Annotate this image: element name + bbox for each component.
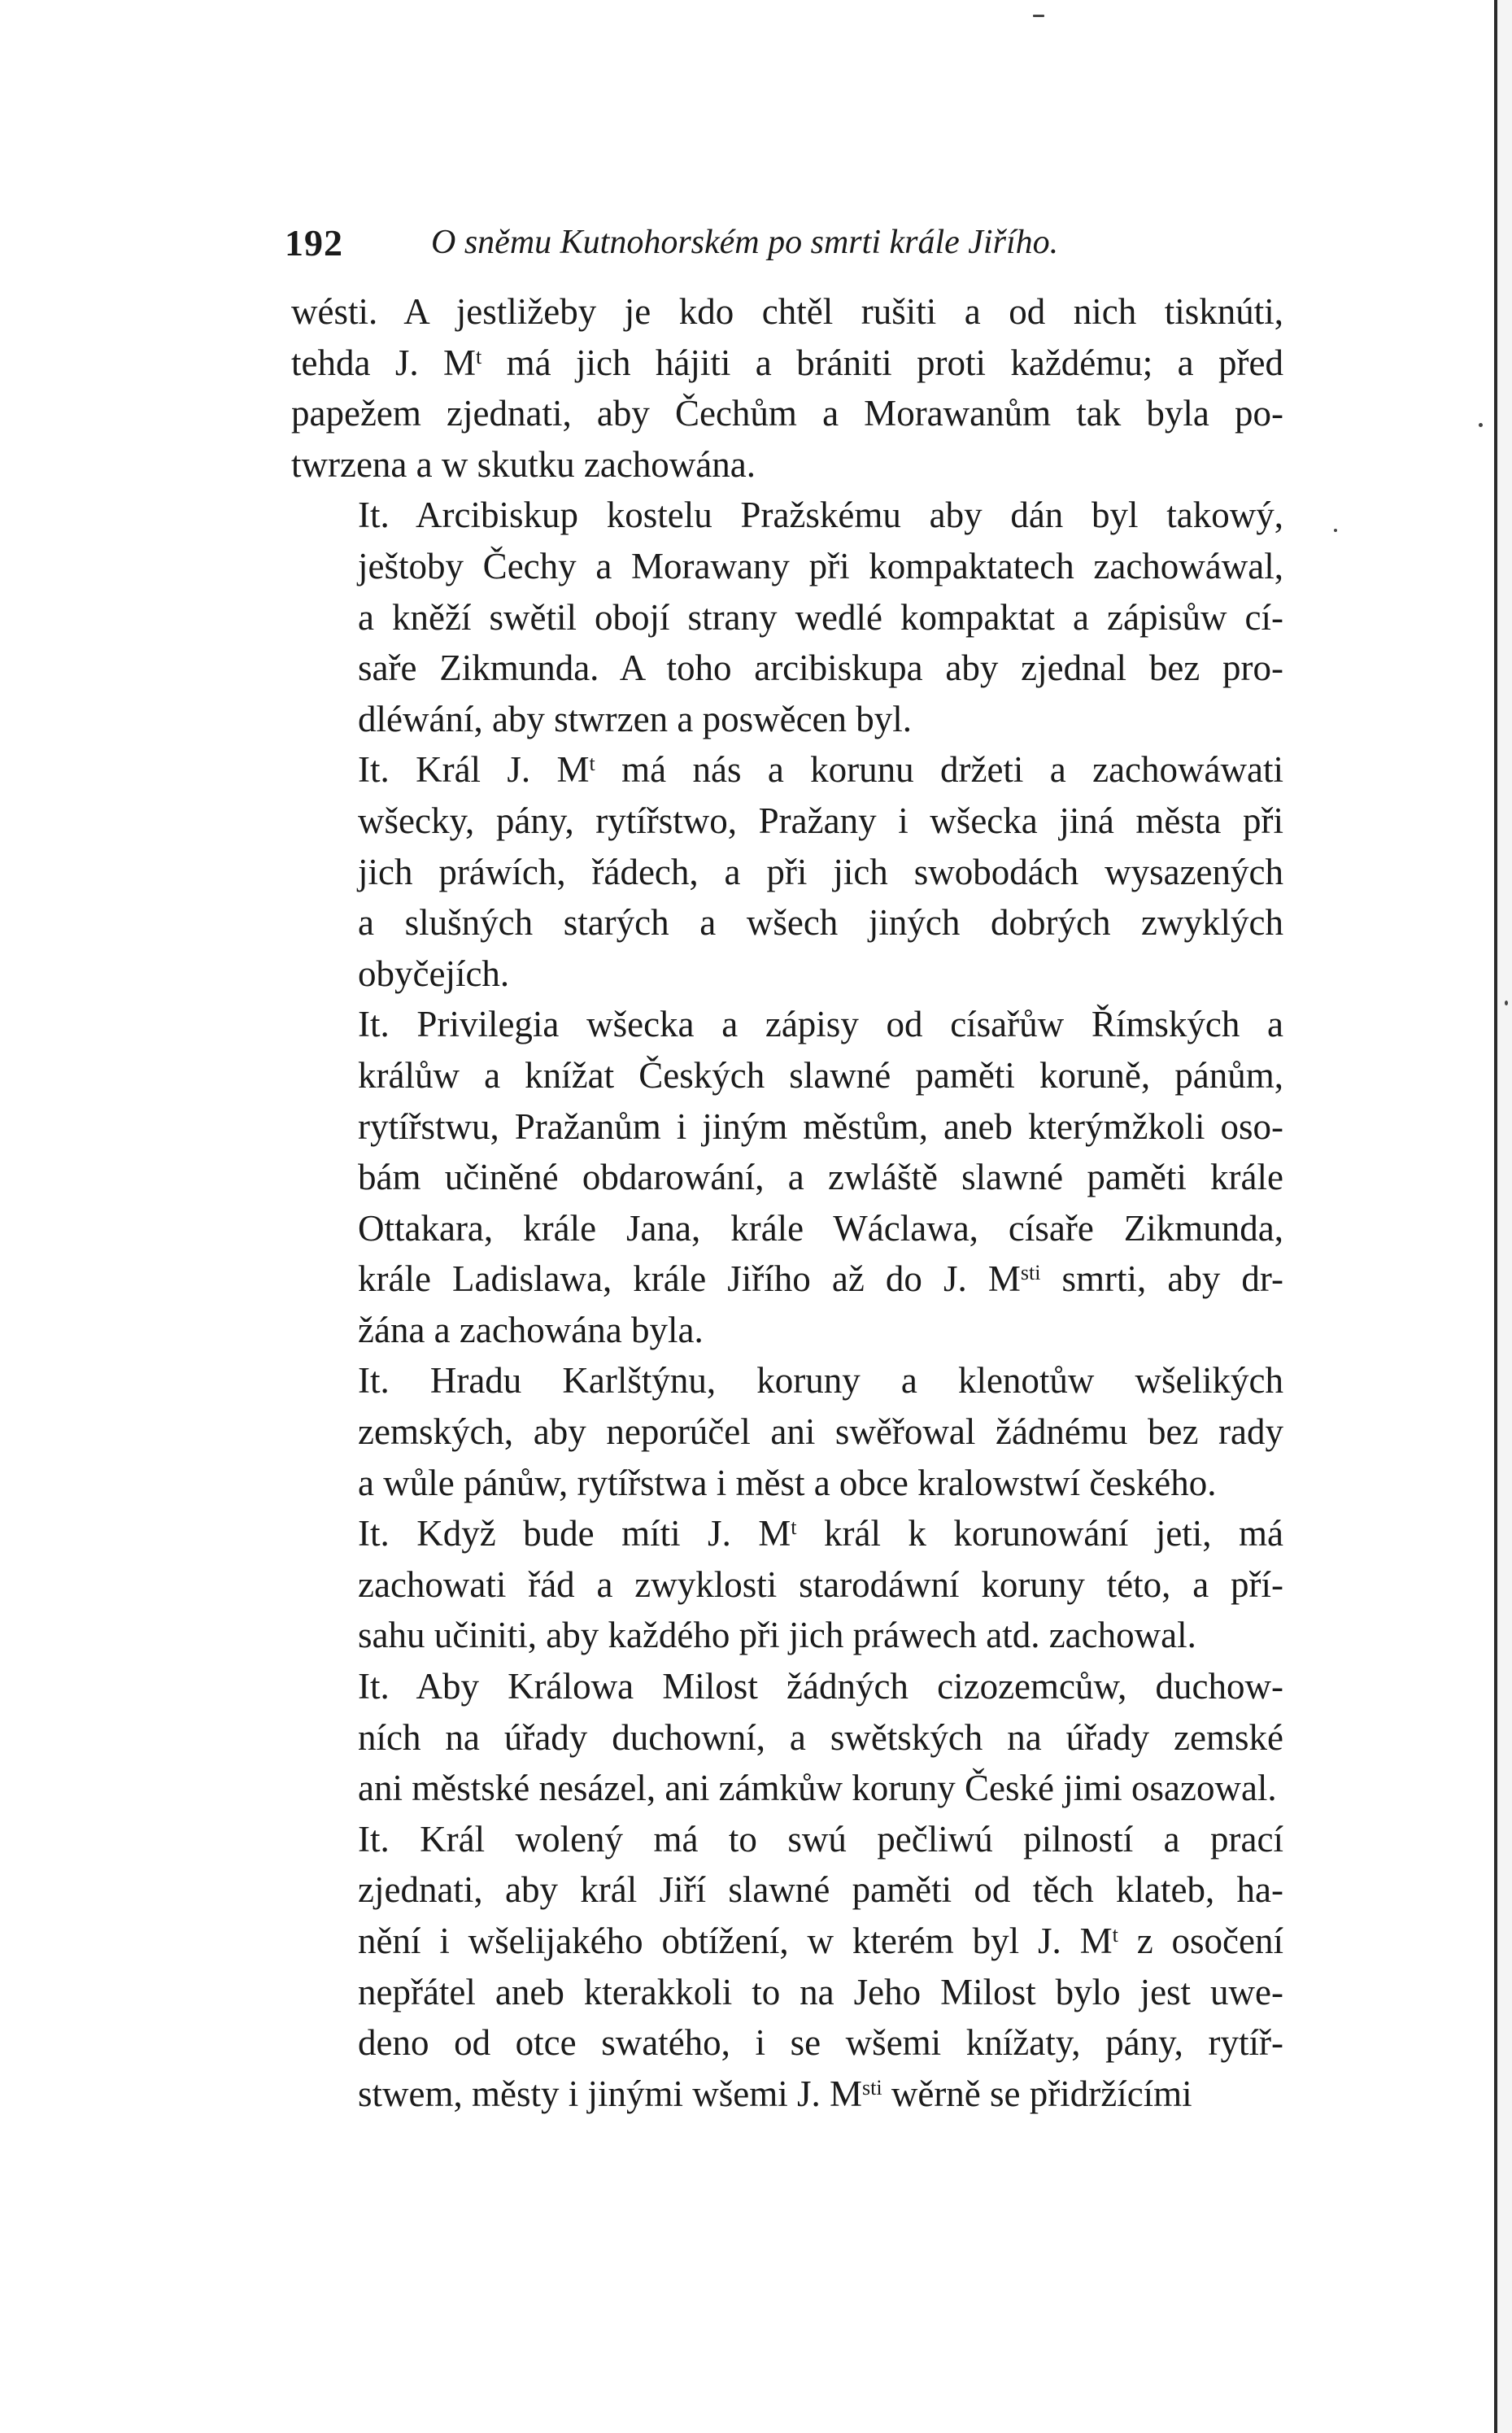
text-line: twrzena a w skutku zachowána. [291,443,756,485]
text-line: zemských, aby neporúčel ani swěřowal žádnému bez rady [358,1411,1283,1453]
text-line: wésti. A jestližeby je kdo chtěl rušiti a od nich tisknúti, [291,291,1283,332]
text-line: a kněží swětil obojí strany wedlé kompaktat a zápisůw cí- [358,596,1283,638]
text-line: jich práwích, řádech, a při jich swobodách wysazených [358,851,1283,892]
superscript: sti [862,2075,882,2099]
text-line: ani městské nesázel, ani zámkůw koruny České jimi osazowal. [358,1768,1277,1809]
superscript: t [476,344,482,368]
body-text [291,286,1283,2119]
text-line: papežem zjednati, aby Čechům a Morawanům tak byla po- [291,393,1283,434]
text-line: králůw a knížat Českých slawné paměti koruně, pánům, [358,1054,1283,1096]
paragraph [291,490,1283,744]
paragraph [291,1508,1283,1661]
text-line: nění i wšelijakého obtížení, w kterém byl J. $M^t$ z osočení [358,1921,1283,1961]
text-line: wšecky, pány, rytířstwo, Pražany i wšecka jiná města při [358,800,1283,841]
text-line: a slušných starých a wšech jiných dobrých zwyklých [358,902,1283,944]
paragraph [291,744,1283,999]
text-line: It. Arcibiskup kostelu Pražskému aby dán byl takowý, [358,495,1283,536]
scan-speck [1479,423,1483,427]
paragraph [291,1355,1283,1508]
page-edge [1494,0,1497,2433]
superscript: sti [1020,1261,1041,1285]
text-line: nepřátel aneb kterakkoli to na Jeho Milost bylo jest uwe- [358,1971,1283,2012]
scan-speck [1033,15,1044,17]
text-line: It. Král J. $M^t$ má nás a korunu držeti a zachowáwati [358,749,1283,791]
text-line: stwem, městy i jinými wšemi J. $M^{sti}$ wěrně se přidržícími [358,2073,1192,2114]
text-line: It. Král wolený má to swú pečliwú pilností a prací [358,1818,1283,1860]
paragraph [291,286,1283,490]
running-title: O sněmu Kutnohorském po smrti krále Jiřího. [431,224,1059,261]
text-line: rytířstwu, Pražanům i jiným městům, aneb kterýmžkoli oso- [358,1105,1283,1147]
text-line: zachowati řád a zwyklosti starodáwní koruny této, a pří- [358,1563,1283,1605]
superscript: t [589,752,595,776]
text-line: It. Hradu Karlštýnu, koruny a klenotůw wšelikých [358,1360,1283,1402]
paragraph [291,1661,1283,1814]
text-line: krále Ladislawa, krále Jiřího až do J. $M^{sti}$ smrti, aby dr- [358,1258,1283,1300]
scan-speck [1505,1001,1508,1005]
text-line: It. Když bude míti J. $M^t$ král k korunowání jeti, má [358,1513,1283,1554]
text-line: ních na úřady duchowní, a swětských na úřady zemské [358,1716,1283,1758]
text-line: ještoby Čechy a Morawany při kompaktatech zachowáwal, [358,545,1283,586]
text-line: a wůle pánůw, rytířstwa i měst a obce kralowstwí českého. [358,1462,1217,1503]
paragraph [291,999,1283,1355]
text-line: It. Privilegia wšecka a zápisy od císařůw Římských a [358,1004,1283,1045]
text-line: obyčejích. [358,953,510,994]
superscript: t [1112,1923,1118,1947]
paragraph [291,1814,1283,2120]
text-line: tehda J. $M^t$ má jich hájiti a brániti proti každému; a před [291,342,1283,383]
running-head [285,221,1358,270]
superscript: t [791,1515,797,1540]
text-line: zjednati, aby král Jiří slawné paměti od těch klateb, ha- [358,1869,1283,1911]
scan-speck [1334,529,1337,532]
text-line: žána a zachowána byla. [358,1309,704,1350]
page-number: 192 [285,222,343,264]
text-line: deno od otce swatého, i se wšemi knížaty, pány, rytíř- [358,2022,1283,2064]
text-line: It. Aby Králowa Milost žádných cizozemcůw, duchow- [358,1666,1283,1707]
text-line: dléwání, aby stwrzen a poswěcen byl. [358,698,913,739]
text-line: Ottakara, krále Jana, krále Wáclawa, císaře Zikmunda, [358,1207,1283,1249]
text-line: saře Zikmunda. A toho arcibiskupa aby zjednal bez pro- [358,647,1283,689]
text-line: sahu učiniti, aby každého při jich práwech atd. zachowal. [358,1615,1196,1656]
text-line: bám učiněné obdarowání, a zwláště slawné paměti krále [358,1157,1283,1198]
page-edge-shadow [1497,0,1512,2433]
